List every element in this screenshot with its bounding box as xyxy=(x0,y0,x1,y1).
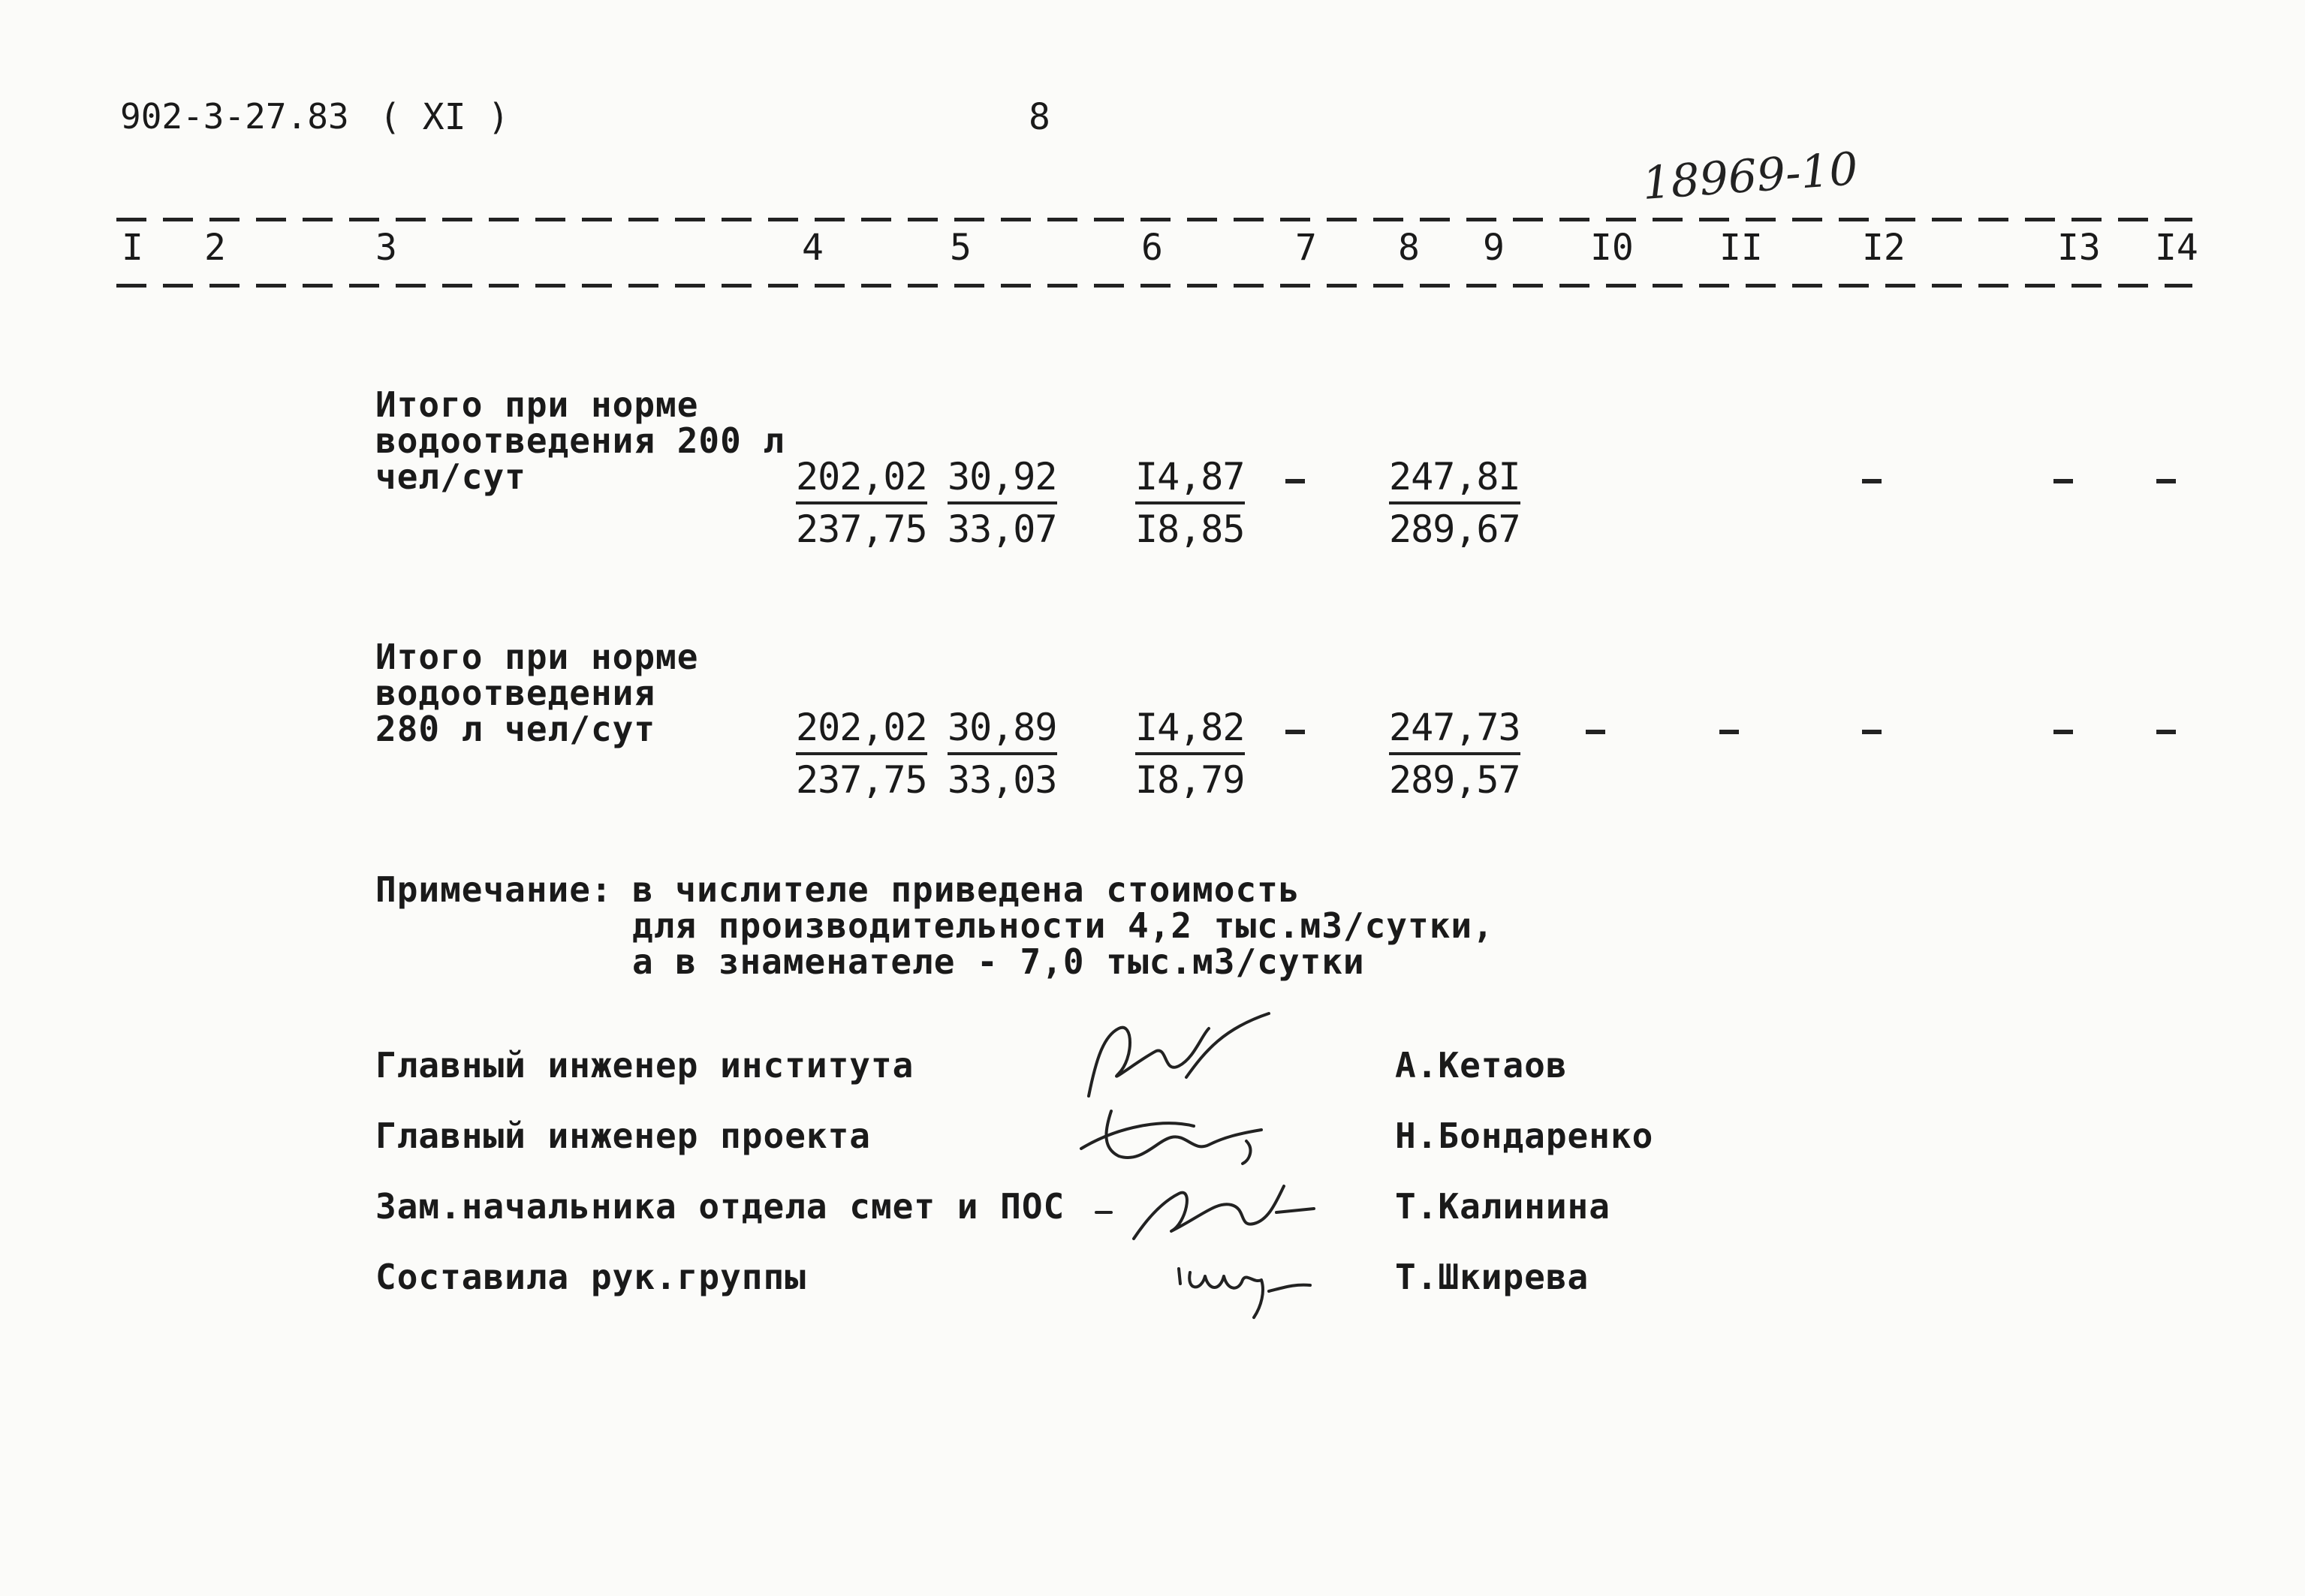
row-label-line: чел/сут xyxy=(375,456,526,497)
empty-cell-dash xyxy=(1285,479,1305,483)
header-bottom-rule xyxy=(116,284,2192,288)
column-header-8: 8 xyxy=(1398,227,1420,269)
value-denominator-col8: 289,57 xyxy=(1389,758,1520,802)
signatory-name: Т.Калинина xyxy=(1395,1186,1610,1227)
value-numerator-col4: 202,02 xyxy=(796,455,927,504)
value-numerator-col6: I4,87 xyxy=(1135,455,1245,504)
value-numerator-col6: I4,82 xyxy=(1135,706,1245,755)
value-numerator-col4: 202,02 xyxy=(796,706,927,755)
row-label-line: водоотведения 200 л xyxy=(375,420,785,461)
signatory-role: Составила рук.группы xyxy=(375,1257,806,1297)
empty-cell-dash xyxy=(1719,730,1739,734)
header-top-rule xyxy=(116,218,2192,221)
column-header-1: I xyxy=(122,227,143,269)
row-label-line: Итого при норме xyxy=(375,637,699,677)
signatory-name: Т.Шкирева xyxy=(1395,1257,1589,1297)
column-header-5: 5 xyxy=(950,227,972,269)
row-label-line: 280 л чел/сут xyxy=(375,709,656,749)
value-denominator-col5: 33,07 xyxy=(948,507,1057,551)
column-header-11: II xyxy=(1719,227,1763,269)
empty-cell-dash xyxy=(2053,730,2073,734)
column-header-12: I2 xyxy=(1862,227,1906,269)
value-numerator-col8: 247,8I xyxy=(1389,455,1520,504)
empty-cell-dash xyxy=(2053,479,2073,483)
empty-cell-dash xyxy=(1862,479,1882,483)
handwritten-reference: 18969-10 xyxy=(1641,143,1860,210)
empty-cell-dash xyxy=(1586,730,1605,734)
note-label: Примечание: xyxy=(375,869,613,910)
row-label-line: Итого при норме xyxy=(375,384,699,425)
signatory-role: Главный инженер института xyxy=(375,1045,914,1086)
value-denominator-col5: 33,03 xyxy=(948,758,1057,802)
value-numerator-col5: 30,92 xyxy=(948,455,1057,504)
value-denominator-col6: I8,85 xyxy=(1135,507,1245,551)
value-denominator-col6: I8,79 xyxy=(1135,758,1245,802)
note-line: а в знаменателе - 7,0 тыс.м3/сутки xyxy=(632,941,1365,982)
signatory-name: Н.Бондаренко xyxy=(1395,1116,1654,1156)
value-numerator-col5: 30,89 xyxy=(948,706,1057,755)
document-code: 902-3-27.83 xyxy=(120,96,349,137)
column-header-6: 6 xyxy=(1141,227,1163,269)
value-denominator-col4: 237,75 xyxy=(796,507,927,551)
empty-cell-dash xyxy=(1285,730,1305,734)
column-header-2: 2 xyxy=(204,227,226,269)
signature-mark-1 xyxy=(1074,1006,1284,1111)
value-numerator-col8: 247,73 xyxy=(1389,706,1520,755)
column-header-4: 4 xyxy=(802,227,824,269)
signature-mark-4 xyxy=(1171,1246,1321,1329)
note-line: для производительности 4,2 тыс.м3/сутки, xyxy=(632,905,1494,946)
empty-cell-dash xyxy=(1862,730,1882,734)
empty-cell-dash xyxy=(2156,479,2176,483)
page-number: 8 xyxy=(1029,96,1050,138)
value-denominator-col8: 289,67 xyxy=(1389,507,1520,551)
signature-mark-2 xyxy=(1074,1096,1284,1171)
signatory-name: А.Кетаов xyxy=(1395,1045,1568,1086)
section-number: ( XI ) xyxy=(379,96,510,138)
column-header-9: 9 xyxy=(1483,227,1505,269)
signatory-role: Главный инженер проекта xyxy=(375,1116,871,1156)
column-header-3: 3 xyxy=(375,227,397,269)
column-header-13: I3 xyxy=(2057,227,2101,269)
note-line: в числителе приведена стоимость xyxy=(632,869,1300,910)
column-header-14: I4 xyxy=(2155,227,2198,269)
empty-cell-dash xyxy=(2156,730,2176,734)
signatory-role: Зам.начальника отдела смет и ПОС xyxy=(375,1186,1065,1227)
signature-mark-3 xyxy=(1089,1171,1329,1254)
value-denominator-col4: 237,75 xyxy=(796,758,927,802)
column-header-10: I0 xyxy=(1590,227,1634,269)
column-header-7: 7 xyxy=(1295,227,1317,269)
row-label-line: водоотведения xyxy=(375,673,656,713)
